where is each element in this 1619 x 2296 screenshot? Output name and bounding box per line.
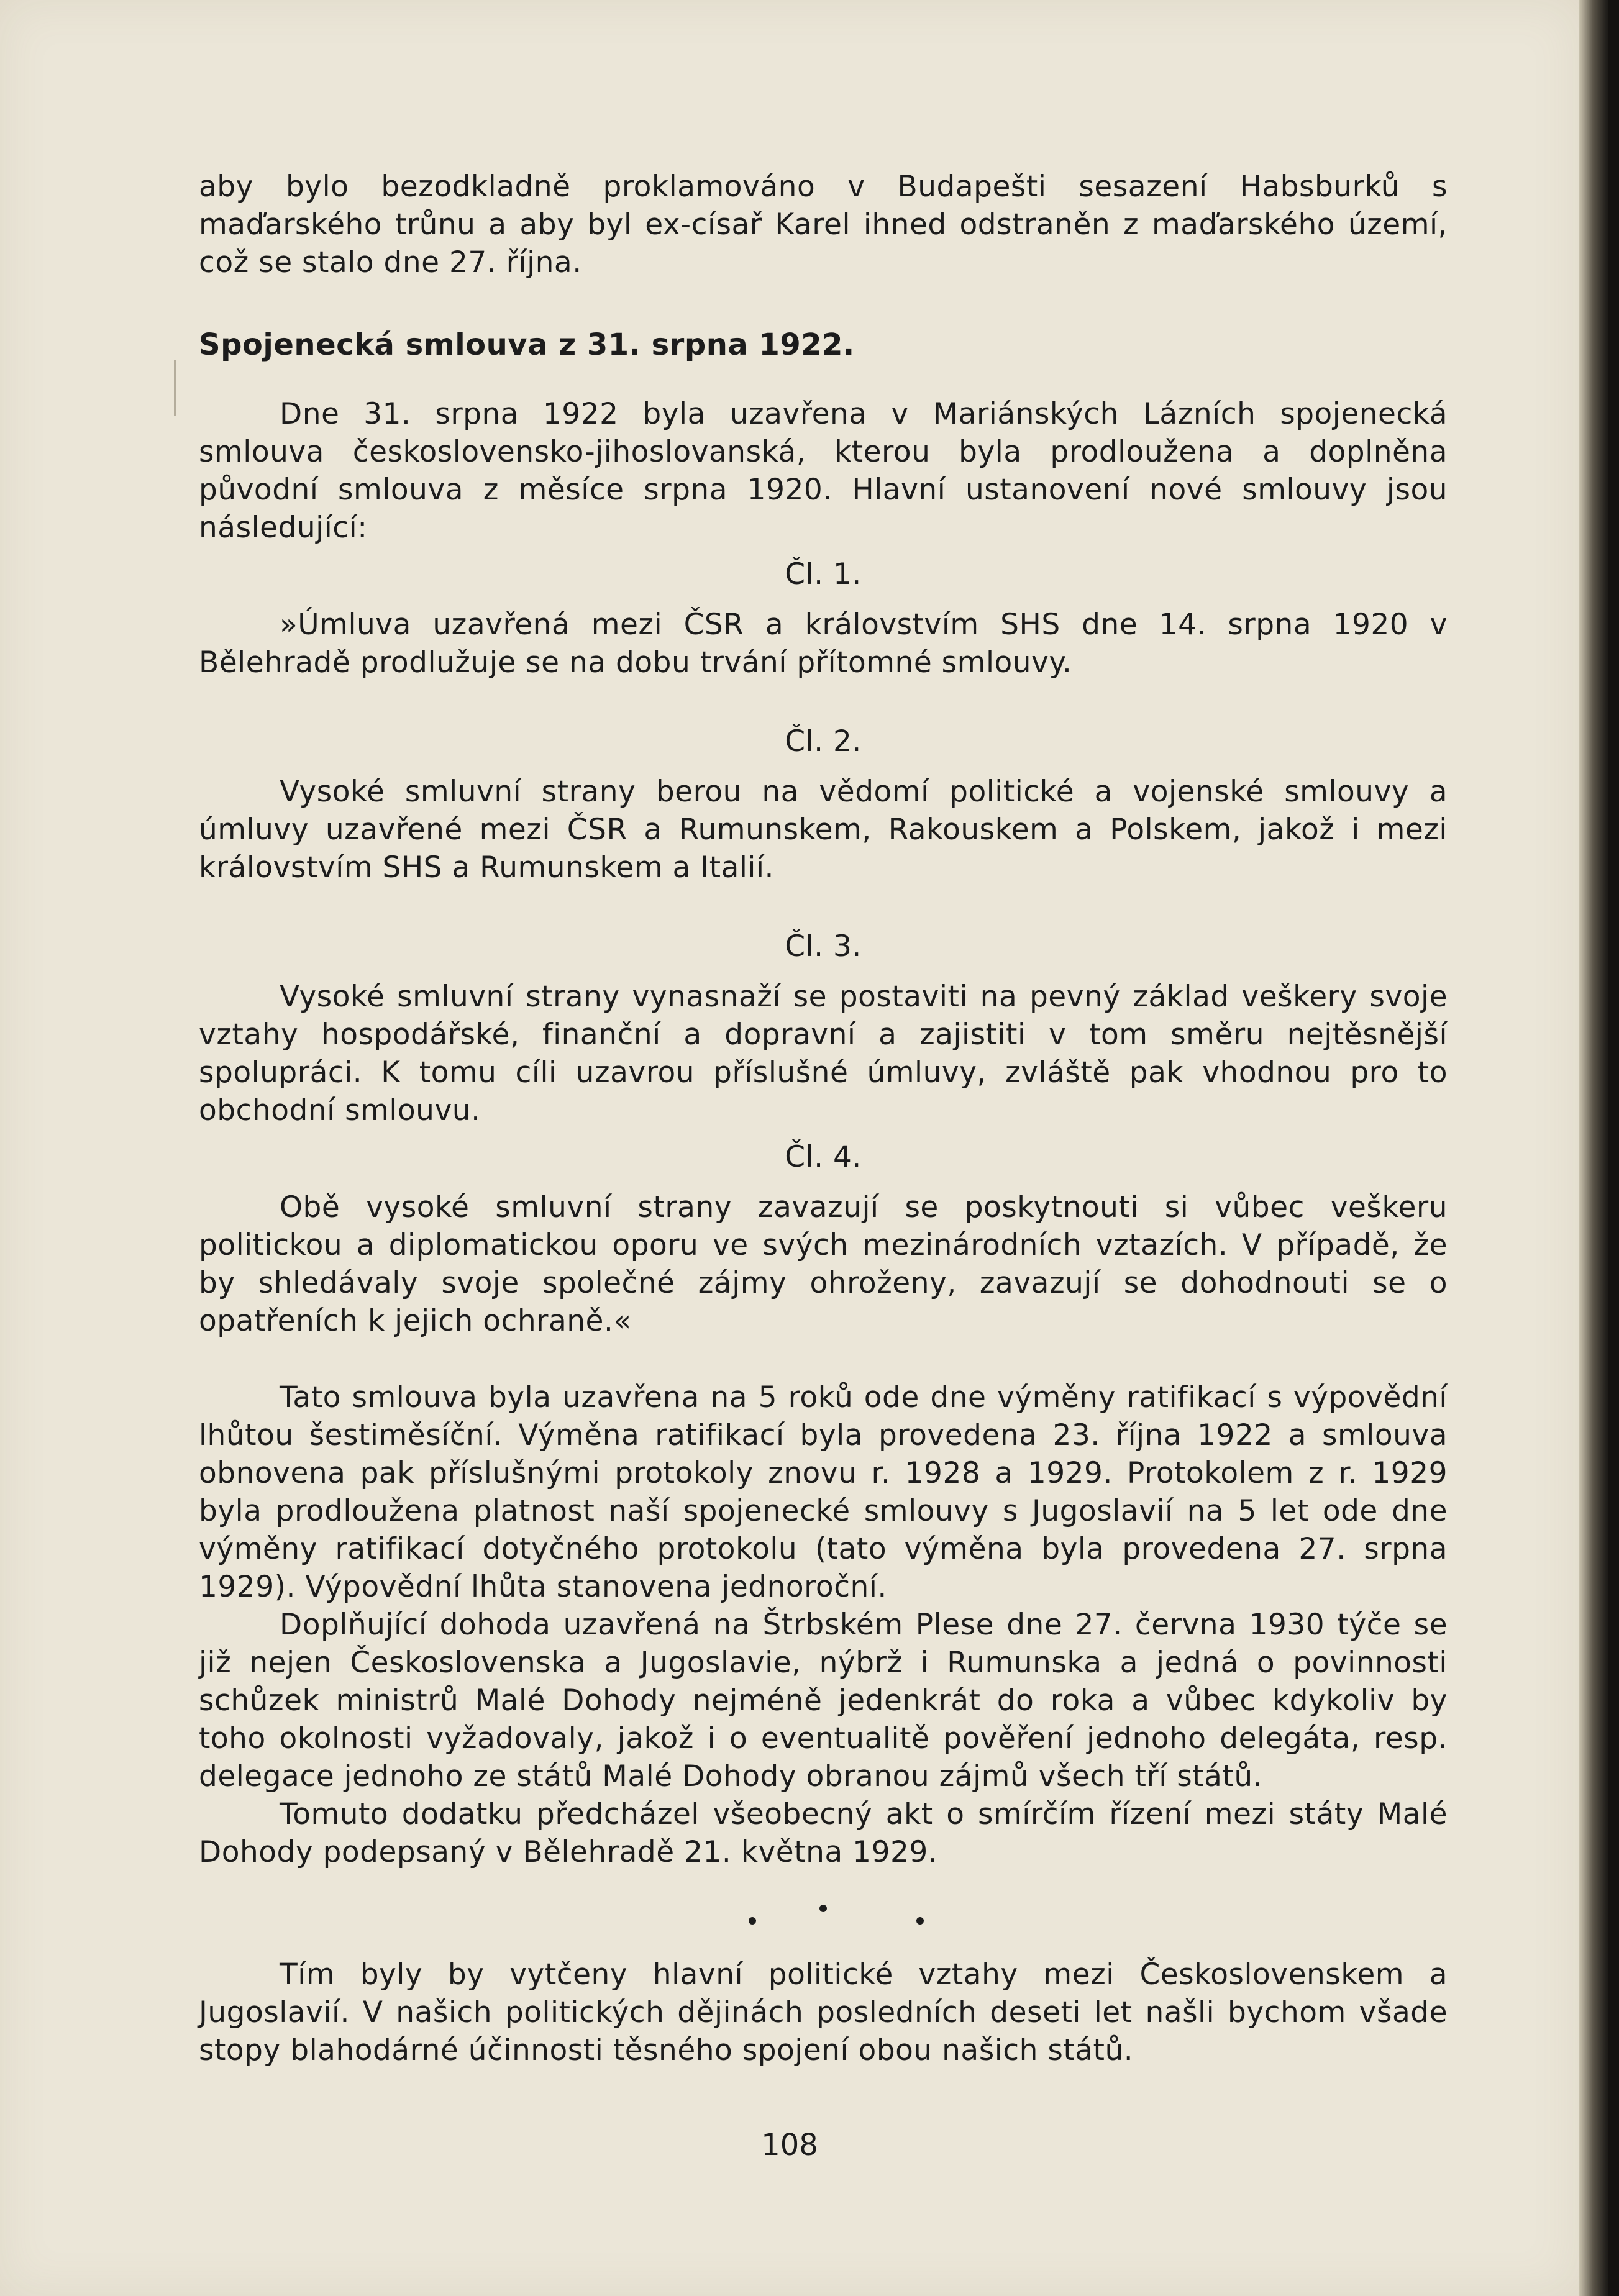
paragraph-2: Tato smlouva byla uzavřena na 5 roků ode dne výměny ratifikací s výpovědní lhůtou šestiměsíční. Výměna ratifikací byla provedena 23. října 1922 a smlouva obnovena pak příslušnými protokoly znovu r. 1928 a 1929. Protokolem z r. 1929 byla prodloužena platnost naší spojenecké smlouvy s Jugoslavií na 5 let ode dne výměny ratifikací dotyčného protokolu (tato výměna byla provedena 27. srpna 1929). Výpovědní lhůta stanovena jednoroční. bbox=[199, 1380, 1448, 1604]
article-4-label: Čl. 4. bbox=[785, 1140, 862, 1174]
separator-dot bbox=[749, 1917, 756, 1925]
book-spine-shadow bbox=[1608, 0, 1619, 2296]
paragraph-5: Tím byly by vytčeny hlavní politické vztahy mezi Československem a Jugoslavií. V našich politických dějinách posledních deseti let našli bychom všade stopy blahodárné účinnosti těsného spojení obou našich států. bbox=[199, 1957, 1448, 2067]
main-text bbox=[199, 168, 1448, 1871]
paragraph-3: Doplňující dohoda uzavřená na Štrbském Plese dne 27. června 1930 týče se již nejen Československa a Jugoslavie, nýbrž i Rumunska a jedná o povinnosti schůzek ministrů Malé Dohody nejméně jedenkrát do roka a vůbec kdykoliv by toho okolnosti vyžadovaly, jakož i o eventualitě pověření jednoho delegáta, resp. delegace jednoho ze států Malé Dohody obranou zájmů všech tří států. bbox=[199, 1608, 1448, 1793]
page-number: 108 bbox=[761, 2128, 818, 2162]
article-2-text: Vysoké smluvní strany berou na vědomí politické a vojenské smlouvy a úmluvy uzavřené mezi ČSR a Rumunskem, Rakouskem a Polskem, jakož i mezi královstvím SHS a Rumunskem a Italií. bbox=[199, 775, 1448, 885]
paragraph-4: Tomuto dodatku předcházel všeobecný akt o smírčím řízení mezi státy Malé Dohody podepsaný v Bělehradě 21. května 1929. bbox=[199, 1797, 1448, 1869]
section-separator bbox=[736, 1896, 935, 1933]
article-1-text: »Úmluva uzavřená mezi ČSR a královstvím SHS dne 14. srpna 1920 v Bělehradě prodlužuje se na dobu trvání přítomné smlouvy. bbox=[199, 608, 1448, 680]
paragraph-1: Dne 31. srpna 1922 byla uzavřena v Mariánských Lázních spojenecká smlouva československo-jihoslovanská, kterou byla prodloužena a doplněna původní smlouva z měsíce srpna 1920. Hlavní ustanovení nové smlouvy jsou následující: bbox=[199, 397, 1448, 545]
article-1-label: Čl. 1. bbox=[785, 557, 862, 591]
closing-text bbox=[199, 1956, 1448, 2069]
intro-paragraph: aby bylo bezodkladně proklamováno v Budapešti sesazení Habsburků s maďarského trůnu a aby byl ex-císař Karel ihned odstraněn z maďarského území, což se stalo dne 27. října. bbox=[199, 170, 1448, 280]
separator-dot bbox=[819, 1905, 827, 1912]
article-3-label: Čl. 3. bbox=[785, 929, 862, 964]
article-3-text: Vysoké smluvní strany vynasnaží se postaviti na pevný základ veškery svoje vztahy hospodářské, finanční a dopravní a zajistiti v tom směru nejtěsnější spolupráci. K tomu cíli uzavrou příslušné úmluvy, zvláště pak vhodnou pro to obchodní smlouvu. bbox=[199, 980, 1448, 1128]
section-heading: Spojenecká smlouva z 31. srpna 1922. bbox=[199, 327, 855, 362]
margin-mark bbox=[174, 360, 176, 416]
article-2-label: Čl. 2. bbox=[785, 724, 862, 758]
article-4-text: Obě vysoké smluvní strany zavazují se poskytnouti si vůbec veškeru politickou a diplomatickou oporu ve svých mezinárodních vztazích. V případě, že by shledávaly svoje společné zájmy ohroženy, zavazují se dohodnouti se o opatřeních k jejich ochraně.« bbox=[199, 1190, 1448, 1338]
separator-dot bbox=[916, 1917, 924, 1925]
